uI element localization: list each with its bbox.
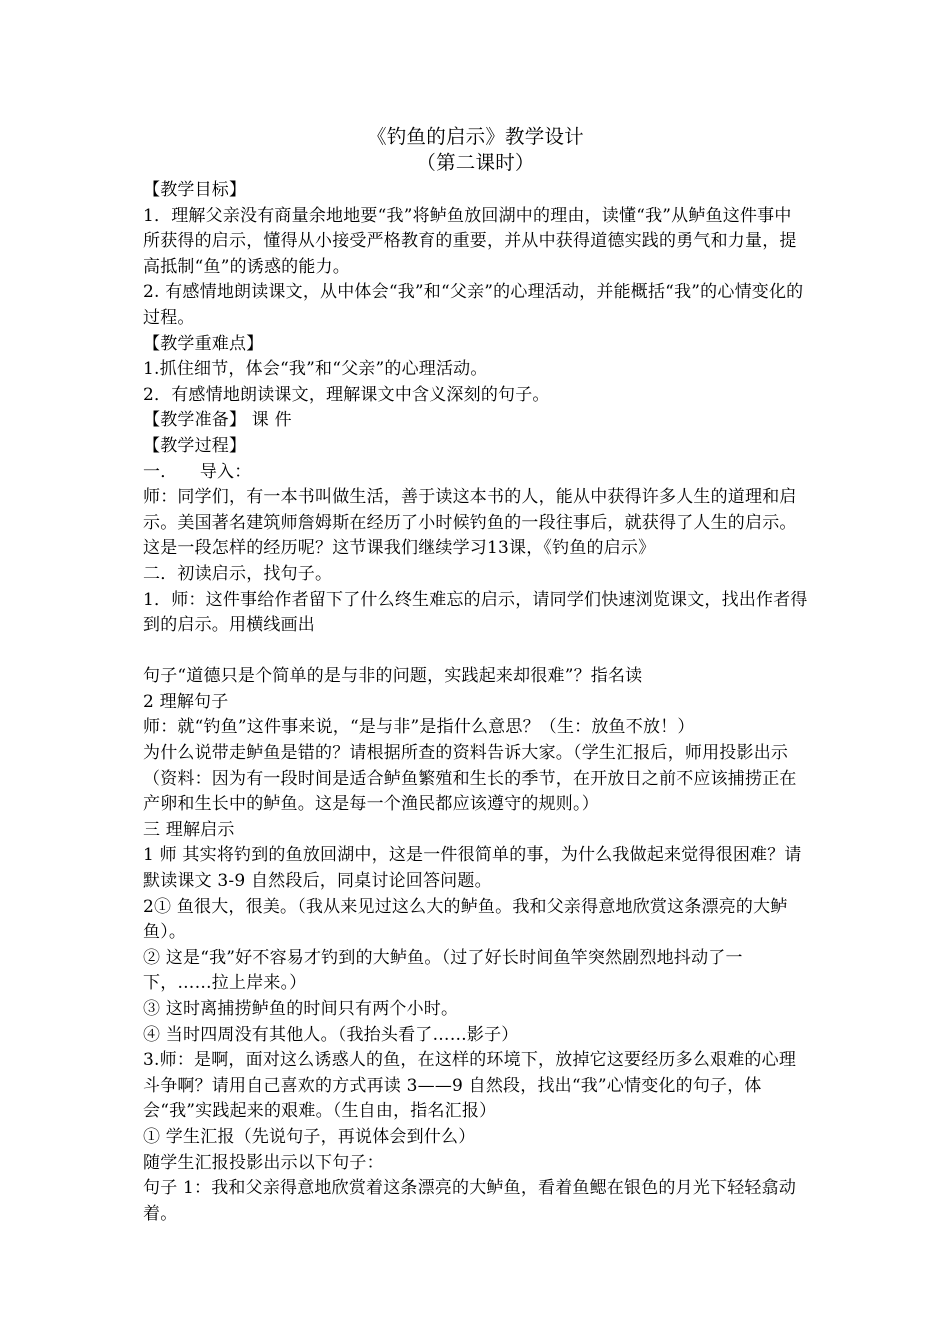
step-2-heading: 二．初读启示，找句子。 (143, 563, 333, 584)
paragraph: 2① 鱼很大，很美。（我从来见过这么大的鲈鱼。我和父亲得意地欣赏这条漂亮的大鲈鱼）。 (143, 896, 788, 943)
paragraph: ③ 这时离捕捞鲈鱼的时间只有两个小时。 (143, 999, 459, 1019)
paragraph: 1 师 其实将钓到的鱼放回湖中，这是一件很简单的事，为什么我做起来觉得很困难？请默读课文 3-9 自然段后，同桌讨论回答问题。 (143, 845, 802, 892)
paragraph: ② 这是“我”好不容易才钓到的大鲈鱼。（过了好长时间鱼竿突然剧烈地抖动了一下，……拉上岸来。） (143, 947, 743, 994)
blank-line (143, 639, 808, 665)
document-body (143, 124, 808, 1227)
key-point-2: 2．有感情地朗读课文，理解课文中含义深刻的句子。 (143, 384, 550, 405)
paragraph: 3.师：是啊，面对这么诱惑人的鱼，在这样的环境下，放掉它这要经历多么艰难的心理斗争啊？请用自己喜欢的方式再读 3——9 自然段，找出“我”心情变化的句子，体会“我”实践起来的艰难。（生自由，指名汇报） (143, 1050, 797, 1122)
document-subtitle: （第二课时） (416, 151, 535, 174)
objective-2: 2. 有感情地朗读课文，从中体会“我”和“父亲”的心理活动，并能概括“我”的心情变化的过程。 (143, 282, 804, 328)
paragraph: 2 理解句子 (143, 691, 229, 712)
section-heading-key-points: 【教学重难点】 (143, 333, 264, 354)
paragraph: ④ 当时四周没有其他人。（我抬头看了……影子） (143, 1024, 519, 1045)
key-point-1: 1.抓住细节，体会“我”和“父亲”的心理活动。 (143, 359, 488, 380)
objective-1: 1．理解父亲没有商量余地地要“我”将鲈鱼放回湖中的理由，读懂“我”从鲈鱼这件事中所获得的启示，懂得从小接受严格教育的重要，并从中获得道德实践的勇气和力量，提高抵制“鱼”的诱惑的能力。 (143, 205, 797, 277)
paragraph: 师：同学们，有一本书叫做生活，善于读这本书的人，能从中获得许多人生的道理和启示。美国著名建筑师詹姆斯在经历了小时候钓鱼的一段往事后，就获得了人生的启示。这是一段怎样的经历呢？这节课我们继续学习13课，《钓鱼的启示》 (143, 487, 797, 559)
paragraph: 句子“道德只是个简单的是与非的问题，实践起来却很难”？指名读 (143, 666, 643, 687)
section-heading-preparation: 【教学准备】 课 件 (143, 410, 292, 431)
paragraph: 随学生汇报投影出示以下句子： (143, 1152, 384, 1173)
paragraph: 1．师：这件事给作者留下了什么终生难忘的启示，请同学们快速浏览课文，找出作者得到的启示。用横线画出 (143, 589, 808, 636)
paragraph: （资料：因为有一段时间是适合鲈鱼繁殖和生长的季节，在开放日之前不应该捕捞正在产卵和生长中的鲈鱼。这是每一个渔民都应该遵守的规则。） (143, 768, 797, 815)
step-3-heading: 三 理解启示 (143, 819, 235, 840)
document-title: 《钓鱼的启示》教学设计 (367, 125, 584, 148)
paragraph: 师：就“钓鱼”这件事来说，“是与非”是指什么意思？（生：放鱼不放！） (143, 717, 695, 738)
section-heading-process: 【教学过程】 (143, 435, 247, 456)
paragraph: ① 学生汇报（先说句子，再说体会到什么） (143, 1126, 476, 1147)
section-heading-objectives: 【教学目标】 (143, 180, 247, 200)
paragraph: 为什么说带走鲈鱼是错的？请根据所查的资料告诉大家。（学生汇报后，师用投影出示 (143, 743, 789, 764)
paragraph: 句子 1：我和父亲得意地欣赏着这条漂亮的大鲈鱼，看着鱼鳃在银色的月光下轻轻翕动着。 (143, 1178, 797, 1224)
step-1-heading: 一． 导入： (143, 461, 252, 482)
